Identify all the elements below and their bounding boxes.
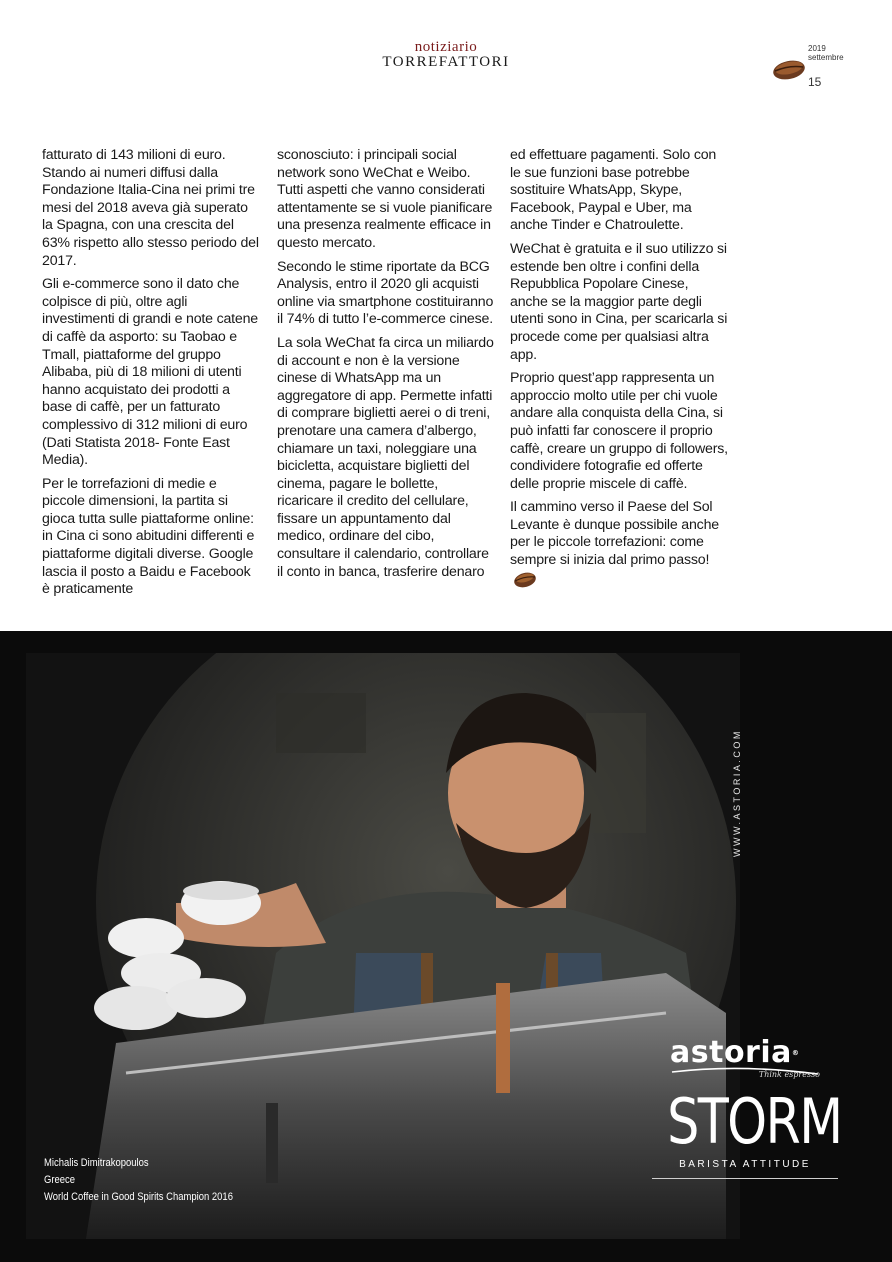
masthead-title-bottom: TORREFATTORI [382,54,510,70]
article-column-1 [42,147,260,605]
website-text: WWW.ASTORIA.COM [732,729,742,857]
astoria-brand [670,1036,830,1079]
paragraph: Proprio quest’app rappresenta un approccio molto utile per chi vuole andare alla conquista della Cina, si può infatti far conoscere il proprio caffè, creare un gruppo di followers, condividere fotografie ed offerte delle proprie miscele di caffè. [510,370,728,492]
paragraph: La sola WeChat fa circa un miliardo di account e non è la versione cinese di WhatsApp ma un aggregatore di app. Permette infatti di comprare biglietti aerei o di treni, prenotare una camera d’albergo, chiamare un taxi, noleggiare una bicicletta, acquistare biglietti del cinema, pagare le bollette, ricaricare il credito del cellulare, fissare un appuntamento dal medico, ordinare del cibo, consultare il calendario, controllare il conto in banca, trasferire denaro [277,334,494,580]
masthead-title-top: notiziario [414,39,478,55]
masthead [0,40,892,70]
paragraph: Secondo le stime riportate da BCG Analysis, entro il 2020 gli acquisti online via smartphone costituiranno il 74% di tutto l’e-commerce cinese. [277,258,494,328]
page-number: 15 [808,75,822,89]
caption-country: Greece [44,1174,76,1186]
swoosh-icon [670,1062,820,1078]
issue-info [808,44,844,87]
photo-caption [44,1155,233,1206]
paragraph-final [510,499,728,588]
paragraph: sconosciuto: i principali social network sono WeChat e Weibo. Tutti aspetti che vanno considerati attentamente se si vuole pianificare una presenza realmente efficace in questo mercato. [277,147,493,251]
issue-year: 2019 [808,44,826,53]
coffee-bean-icon [771,56,807,82]
paragraph: Gli e-commerce sono il dato che colpisce di più, oltre agli investimenti di grandi e note catene di caffè da asporto: su Taobao e Tmall, piattaforme del gruppo Alibaba, più di 18 milioni di utenti hanno acquistato dei prodotti a base di caffè, per un fatturato complessivo di 312 milioni di euro (Dati Statista 2018- Fonte East Media). [42,276,258,469]
caption-title: World Coffee in Good Spirits Champion 2016 [44,1191,233,1203]
barista-photo [26,653,740,1239]
caption-name: Michalis Dimitrakopoulos [44,1157,149,1169]
brand-name: astoria [670,1035,792,1070]
paragraph: fatturato di 143 milioni di euro. Stando ai numeri diffusi dalla Fondazione Italia-Cina nei primi tre mesi del 2018 aveva già superato la Spagna, con una crescita del 63% rispetto allo stesso periodo del 2017. [42,147,259,269]
storm-title: STORM [667,1085,842,1158]
astoria-advertisement [0,631,892,1262]
issue-month: settembre [808,53,844,62]
storm-product [650,1085,842,1179]
divider [652,1178,838,1179]
paragraph: Per le torrefazioni di medie e piccole dimensioni, la partita si gioca tutta sulle piattaforme online: in Cina ci sono abitudini differenti e piattaforme digitali diverse. Google lascia il posto a Baidu e Facebook è praticamente [42,475,255,598]
paragraph: ed effettuare pagamenti. Solo con le sue funzioni base potrebbe sostituire WhatsApp, Skype, Facebook, Paypal e Uber, ma anche Tinder e Chatroulette. [510,147,717,234]
article-column-3 [510,147,728,594]
registered-mark: ® [791,1049,800,1057]
paragraph: WeChat è gratuita e il suo utilizzo si estende ben oltre i confini della Repubblica Popolare Cinese, anche se la maggior parte degli utenti sono in Cina, per scaricarla si procede come per qualsiasi altra app. [510,240,728,363]
closing-sentence: Il cammino verso il Paese del Sol Levante è dunque possibile anche per le piccole torrefazioni: come sempre si inizia dal primo passo! [510,499,719,569]
storm-subtitle: BARISTA ATTITUDE [679,1159,811,1170]
article-column-2 [277,147,495,587]
coffee-bean-icon [512,570,538,588]
brand-tagline: Think espresso [758,1070,820,1079]
